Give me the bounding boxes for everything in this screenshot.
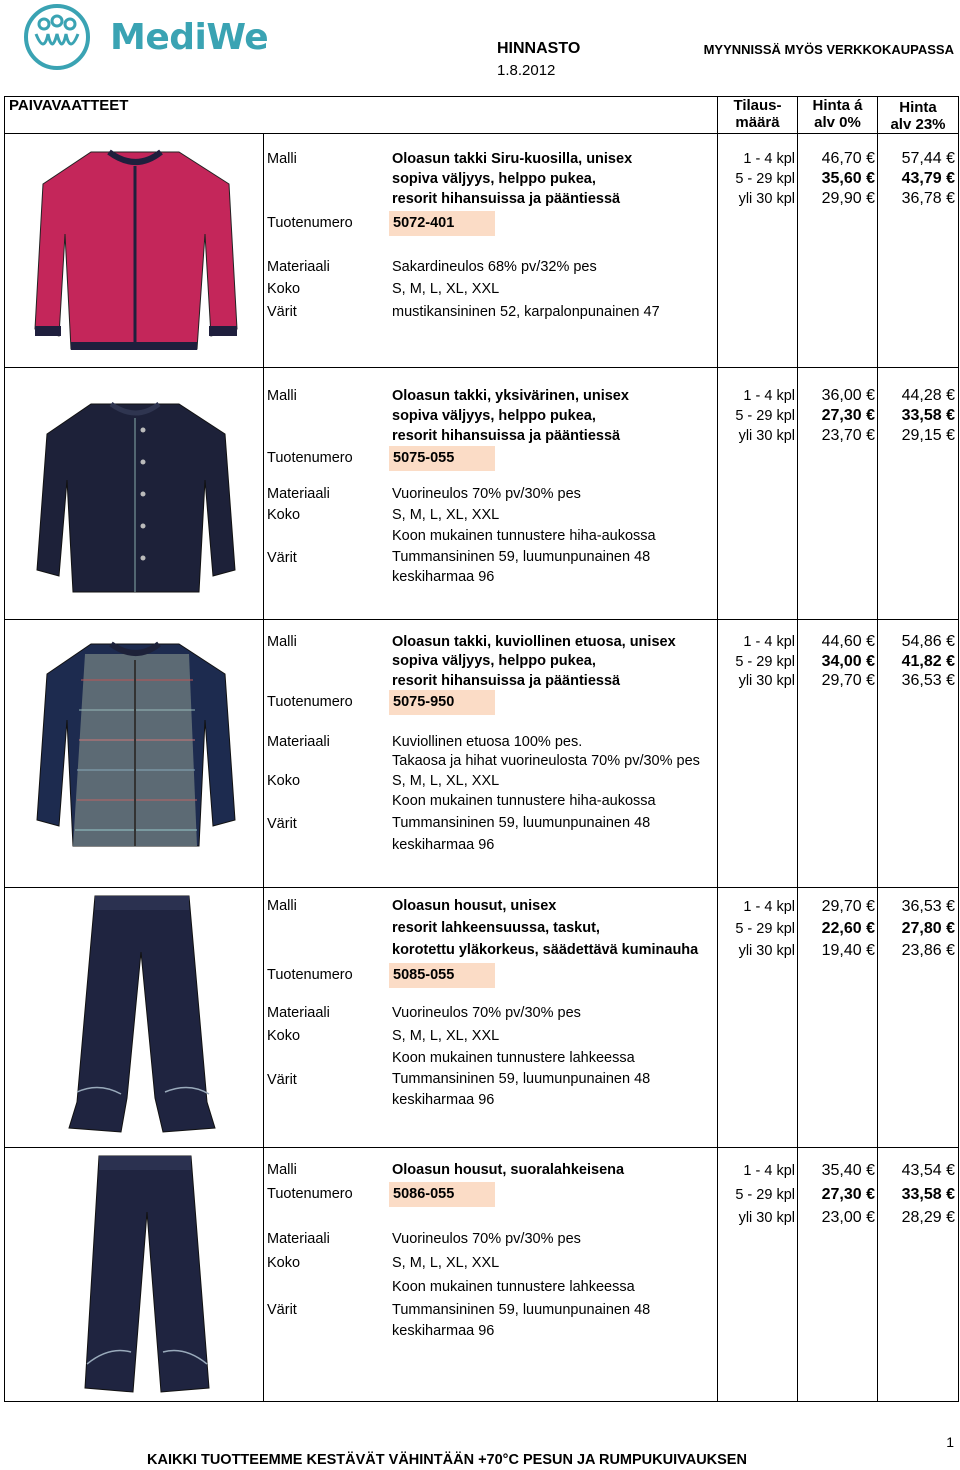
product-description: korotettu yläkorkeus, säädettävä kuminauha [392,942,699,958]
code-label: Tuotenumero [267,1186,353,1202]
size-note: Koon mukainen tunnustere lahkeessa [392,1279,635,1295]
quantity-tier: yli 30 kpl [738,943,795,959]
mediwe-logo [22,4,268,70]
product-code: 5072-401 [389,211,495,236]
colors-label: Värit [267,550,297,566]
price-ex-vat: 35,60 € [821,170,875,187]
price-ex-vat: 29,70 € [821,672,875,689]
product-description: sopiva väljyys, helppo pukea, [392,653,596,669]
colors-value: Tummansininen 59, luumunpunainen 48 [392,549,651,565]
product-description: resorit hihansuissa ja pääntiessä [392,191,621,207]
product-description: Oloasun takki, kuviollinen etuosa, unisex [392,634,676,650]
colors-label: Värit [267,1072,297,1088]
colors-value: Tummansininen 59, luumunpunainen 48 [392,1071,651,1087]
material-label: Materiaali [267,1005,330,1021]
price-inc-vat: 36,53 € [901,898,955,915]
product-row [5,1148,958,1401]
product-row [5,620,958,887]
quantity-tier: 5 - 29 kpl [735,171,795,187]
size-note: Koon mukainen tunnustere hiha-aukossa [392,793,656,809]
size-note: Koon mukainen tunnustere lahkeessa [392,1050,635,1066]
quantity-tier: 1 - 4 kpl [743,899,795,915]
product-code: 5085-055 [389,963,495,988]
colors-value: mustikansininen 52, karpalonpunainen 47 [392,304,660,320]
product-image-navy-jacket [29,400,243,598]
quantity-header-line: määrä [735,114,780,131]
price-ex-vat-header [798,97,877,131]
quantity-tier: 5 - 29 kpl [735,654,795,670]
table-header [5,97,958,134]
price-ex-vat: 35,40 € [821,1162,875,1179]
quantity-tier: yli 30 kpl [738,428,795,444]
product-description: Oloasun housut, suoralahkeisena [392,1162,625,1178]
price-ex-vat: 27,30 € [821,1186,875,1203]
quantity-tier: yli 30 kpl [738,1210,795,1226]
material-label: Materiaali [267,259,330,275]
model-label: Malli [267,1162,297,1178]
price-inc-vat: 33,58 € [901,407,955,424]
mediwe-logo-icon [22,4,92,70]
price-inc-vat-header [878,99,958,133]
size-label: Koko [267,281,301,297]
document-date: 1.8.2012 [497,62,556,79]
size-note: Koon mukainen tunnustere hiha-aukossa [392,528,656,544]
size-value: S, M, L, XL, XXL [392,507,500,523]
price-ex-vat: 44,60 € [821,633,875,650]
price-inc-vat: 36,78 € [901,190,955,207]
price-ex-vat: 29,90 € [821,190,875,207]
material-label: Materiaali [267,734,330,750]
price-ex-vat: 22,60 € [821,920,875,937]
category-title: PAIVAVAATTEET [9,97,129,114]
product-description: resorit hihansuissa ja pääntiessä [392,428,621,444]
price-inc-vat: 23,86 € [901,942,955,959]
colors-value: Tummansininen 59, luumunpunainen 48 [392,815,651,831]
material-label: Materiaali [267,486,330,502]
product-description: sopiva väljyys, helppo pukea, [392,171,596,187]
colors-label: Värit [267,816,297,832]
price-inc-vat: 44,28 € [901,387,955,404]
model-label: Malli [267,151,297,167]
colors-value: keskiharmaa 96 [392,1323,495,1339]
product-code: 5075-950 [389,690,495,715]
price-ex-vat: 23,70 € [821,427,875,444]
price-ex-vat: 27,30 € [821,407,875,424]
size-label: Koko [267,773,301,789]
quantity-tier: yli 30 kpl [738,191,795,207]
price-table [4,96,959,1402]
product-code: 5086-055 [389,1182,495,1207]
colors-label: Värit [267,1302,297,1318]
model-label: Malli [267,388,297,404]
size-label: Koko [267,1255,301,1271]
price-ex-vat: 23,00 € [821,1209,875,1226]
material-value: Takaosa ja hihat vuorineulosta 70% pv/30% pes [392,753,700,769]
colors-value: keskiharmaa 96 [392,837,495,853]
quantity-tier: 5 - 29 kpl [735,408,795,424]
price-ex-vat: 34,00 € [821,653,875,670]
quantity-tier: 1 - 4 kpl [743,1163,795,1179]
price-inc-vat: 29,15 € [901,427,955,444]
size-value: S, M, L, XL, XXL [392,1028,500,1044]
product-description: Oloasun takki Siru-kuosilla, unisex [392,151,633,167]
brand-name: MediWe [110,16,269,58]
product-description: sopiva väljyys, helppo pukea, [392,408,596,424]
model-label: Malli [267,634,297,650]
colors-value: keskiharmaa 96 [392,569,495,585]
quantity-header-line: Tilaus- [733,97,782,114]
colors-value: keskiharmaa 96 [392,1092,495,1108]
price-inc-vat: 33,58 € [901,1186,955,1203]
size-value: S, M, L, XL, XXL [392,281,500,297]
code-label: Tuotenumero [267,694,353,710]
product-code: 5075-055 [389,446,495,471]
size-label: Koko [267,1028,301,1044]
price-inc-vat: 41,82 € [901,653,955,670]
product-description: resorit lahkeensuussa, taskut, [392,920,600,936]
quantity-tier: 5 - 29 kpl [735,1187,795,1203]
price-inc-header-line: Hinta [899,99,937,116]
material-label: Materiaali [267,1231,330,1247]
price-inc-vat: 43,54 € [901,1162,955,1179]
document-title: HINNASTO [497,40,581,57]
price-ex-header-line: Hinta á [812,97,863,114]
product-row [5,134,958,367]
model-label: Malli [267,898,297,914]
product-description: resorit hihansuissa ja pääntiessä [392,673,621,689]
product-row [5,888,958,1147]
price-ex-header-line: alv 0% [814,114,861,131]
material-value: Vuorineulos 70% pv/30% pes [392,1005,581,1021]
price-inc-vat: 36,53 € [901,672,955,689]
size-value: S, M, L, XL, XXL [392,773,500,789]
quantity-tier: yli 30 kpl [738,673,795,689]
size-label: Koko [267,507,301,523]
code-label: Tuotenumero [267,215,353,231]
price-ex-vat: 36,00 € [821,387,875,404]
material-value: Vuorineulos 70% pv/30% pes [392,1231,581,1247]
price-ex-vat: 19,40 € [821,942,875,959]
price-inc-header-line: alv 23% [890,116,946,133]
colors-value: Tummansininen 59, luumunpunainen 48 [392,1302,651,1318]
product-description: Oloasun housut, unisex [392,898,557,914]
product-image-red-jacket [29,144,243,354]
price-ex-vat: 29,70 € [821,898,875,915]
quantity-tier: 1 - 4 kpl [743,151,795,167]
material-value: Kuviollinen etuosa 100% pes. [392,734,583,750]
product-row [5,368,958,619]
product-description: Oloasun takki, yksivärinen, unisex [392,388,629,404]
price-inc-vat: 54,86 € [901,633,955,650]
product-image-pants-straight [29,1152,243,1396]
page-number: 1 [946,1434,954,1450]
product-image-pants-cuffed [29,892,243,1136]
product-image-patterned-jacket [29,640,243,852]
material-value: Vuorineulos 70% pv/30% pes [392,486,581,502]
price-inc-vat: 43,79 € [901,170,955,187]
price-inc-vat: 27,80 € [901,920,955,937]
material-value: Sakardineulos 68% pv/32% pes [392,259,597,275]
quantity-tier: 5 - 29 kpl [735,921,795,937]
footer-note: KAIKKI TUOTTEEMME KESTÄVÄT VÄHINTÄÄN +70°C PESUN JA RUMPUKUIVAUKSEN [147,1452,747,1468]
price-inc-vat: 28,29 € [901,1209,955,1226]
online-shop-note: MYYNNISSÄ MYÖS VERKKOKAUPASSA [703,42,954,57]
colors-label: Värit [267,304,297,320]
quantity-tier: 1 - 4 kpl [743,634,795,650]
code-label: Tuotenumero [267,450,353,466]
size-value: S, M, L, XL, XXL [392,1255,500,1271]
price-ex-vat: 46,70 € [821,150,875,167]
quantity-tier: 1 - 4 kpl [743,388,795,404]
code-label: Tuotenumero [267,967,353,983]
price-inc-vat: 57,44 € [901,150,955,167]
quantity-header [718,97,797,131]
